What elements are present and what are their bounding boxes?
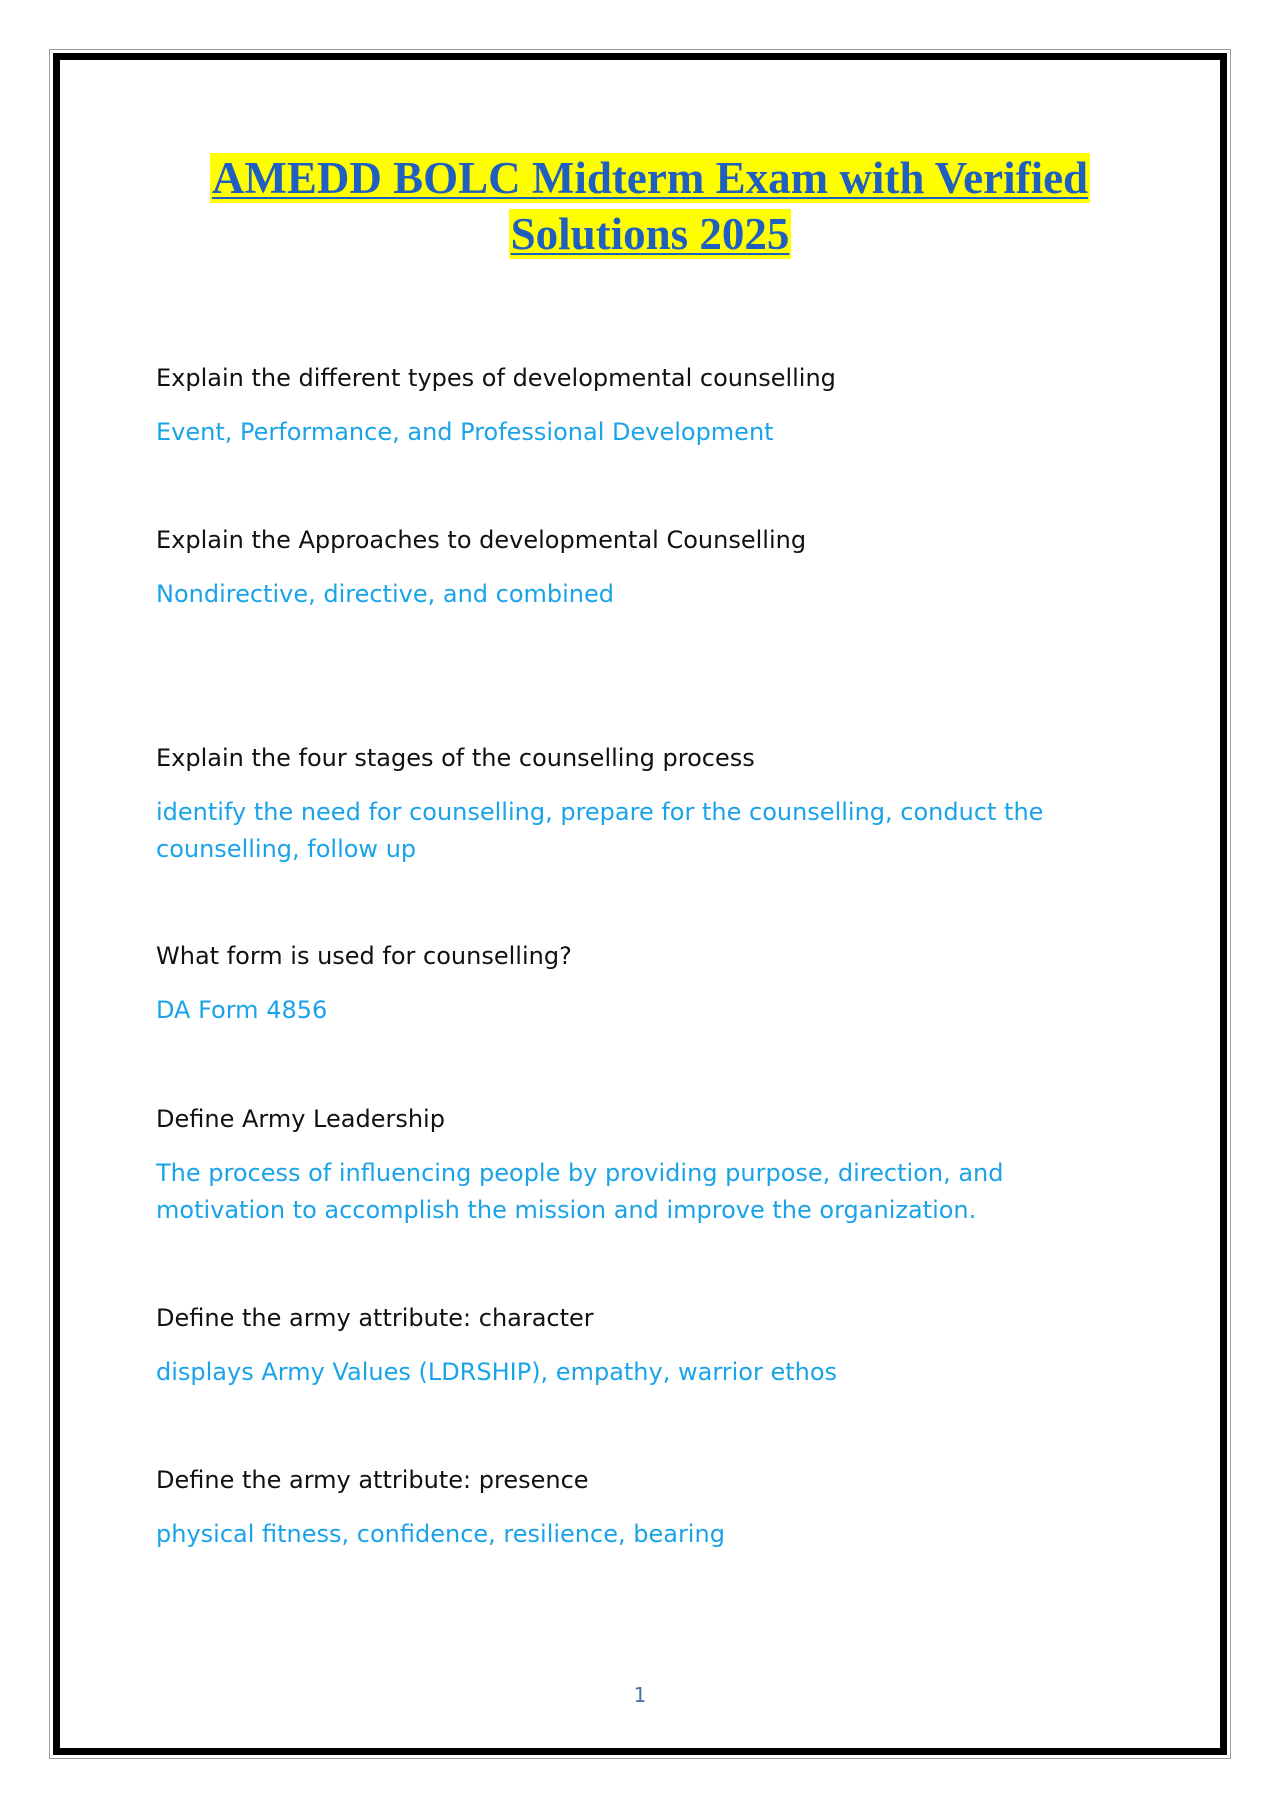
- answer-text: physical fitness, confidence, resilience, bearing: [156, 1520, 725, 1548]
- qa-item-7: [156, 1462, 1136, 1553]
- answer-text: identify the need for counselling, prepare for the counselling, conduct the counselling, follow up: [156, 798, 1044, 863]
- qa-item-1: [156, 360, 1136, 451]
- title-line-2: Solutions 2025: [510, 209, 790, 259]
- answer-text: Event, Performance, and Professional Development: [156, 418, 774, 446]
- qa-item-2: [156, 522, 1136, 613]
- page-number: 1: [633, 1683, 647, 1707]
- document-title: [150, 150, 1150, 262]
- question-text: Define the army attribute: character: [156, 1304, 594, 1332]
- qa-item-4: [156, 938, 1136, 1029]
- answer-text: DA Form 4856: [156, 996, 328, 1024]
- question-text: Explain the four stages of the counselling process: [156, 744, 755, 772]
- question-text: What form is used for counselling?: [156, 942, 572, 970]
- qa-item-3: [156, 740, 1136, 868]
- question-text: Define Army Leadership: [156, 1105, 445, 1133]
- answer-text: Nondirective, directive, and combined: [156, 580, 615, 608]
- qa-item-6: [156, 1300, 1136, 1391]
- title-line-1: AMEDD BOLC Midterm Exam with Verified: [211, 153, 1089, 203]
- question-text: Explain the different types of developmental counselling: [156, 364, 836, 392]
- answer-text: displays Army Values (LDRSHIP), empathy, warrior ethos: [156, 1358, 838, 1386]
- question-text: Define the army attribute: presence: [156, 1466, 589, 1494]
- answer-text: The process of influencing people by providing purpose, direction, and motivation to accomplish the mission and improve the organization.: [156, 1159, 1004, 1224]
- question-text: Explain the Approaches to developmental Counselling: [156, 526, 807, 554]
- qa-item-5: [156, 1101, 1136, 1229]
